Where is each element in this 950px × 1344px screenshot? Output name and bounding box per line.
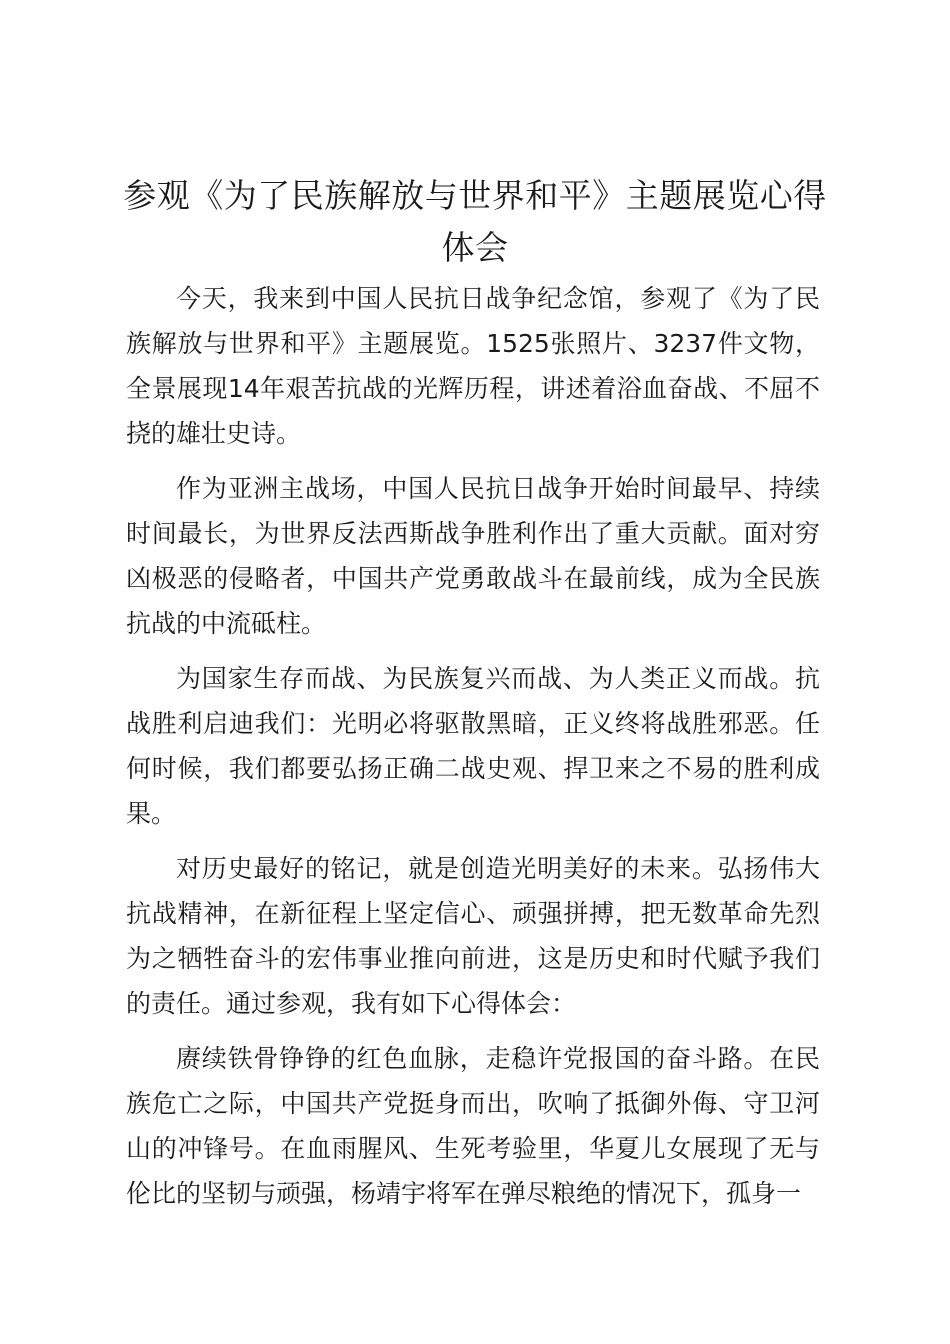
document-title: 参观《为了民族解放与世界和平》主题展览心得体会: [123, 176, 827, 267]
paragraph-2: 作为亚洲主战场，中国人民抗日战争开始时间最早、持续时间最长，为世界反法西斯战争胜利作出了重大贡献。面对穷凶极恶的侵略者，中国共产党勇敢战斗在最前线，成为全民族抗战的中流砥柱。: [126, 474, 820, 638]
paragraph-4: 对历史最好的铭记，就是创造光明美好的未来。弘扬伟大抗战精神，在新征程上坚定信心、顽强拼搏，把无数革命先烈为之牺牲奋斗的宏伟事业推向前进，这是历史和时代赋予我们的责任。通过参观，我有如下心得体会：: [126, 854, 820, 1018]
paragraph-3: 为国家生存而战、为民族复兴而战、为人类正义而战。抗战胜利启迪我们：光明必将驱散黑暗，正义终将战胜邪恶。任何时候，我们都要弘扬正确二战史观、捍卫来之不易的胜利成果。: [126, 664, 820, 828]
paragraph-5: 赓续铁骨铮铮的红色血脉，走稳许党报国的奋斗路。在民族危亡之际，中国共产党挺身而出，吹响了抵御外侮、守卫河山的冲锋号。在血雨腥风、生死考验里，华夏儿女展现了无与伦比的坚韧与顽强，杨靖宇将军在弹尽粮绝的情况下，孤身一: [126, 1044, 820, 1208]
document-body: [126, 276, 820, 1226]
paragraph-1: 今天，我来到中国人民抗日战争纪念馆，参观了《为了民族解放与世界和平》主题展览。1525张照片、3237件文物，全景展现14年艰苦抗战的光辉历程，讲述着浴血奋战、不屈不挠的雄壮史诗。: [126, 284, 820, 448]
